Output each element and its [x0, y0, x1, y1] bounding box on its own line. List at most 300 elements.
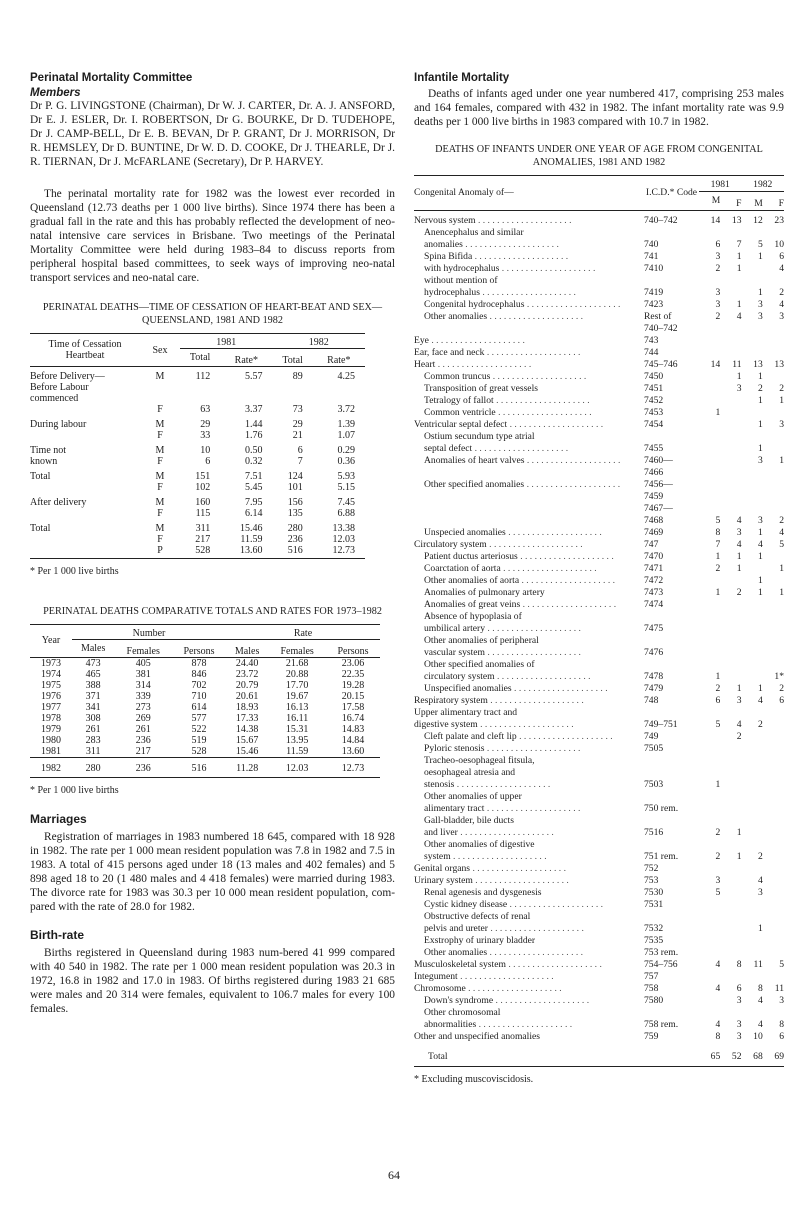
count-f2 [763, 407, 784, 419]
row-sex [140, 393, 180, 404]
count-f1 [720, 1007, 741, 1019]
count-f2 [763, 779, 784, 791]
icd-code: 7532 [644, 923, 664, 934]
table-row [414, 959, 784, 971]
row-r81: 1.44 [244, 418, 263, 430]
count-f2: 3 [779, 311, 784, 322]
ct-total-f81: 52 [731, 1051, 742, 1062]
table-row [414, 407, 784, 419]
table-row [414, 539, 784, 551]
table-row [414, 227, 784, 239]
count-m1 [699, 707, 720, 719]
anomaly-name: circulatory system . . . . . . . . . . . . . . . . . . . . [424, 671, 591, 682]
row-r82: 1.07 [337, 429, 355, 441]
anomaly-name: Gall-bladder, bile ducts [424, 815, 514, 826]
count-f2 [763, 599, 784, 611]
anomaly-name: system . . . . . . . . . . . . . . . . . . . . [424, 851, 547, 862]
icd-code [644, 791, 699, 803]
table-row [414, 647, 784, 659]
anomaly-name: Absence of hypoplasia of [424, 611, 522, 622]
table-row [414, 443, 784, 455]
row-m: 280 [72, 757, 114, 777]
count-f1: 1 [736, 263, 742, 274]
table-row [30, 430, 365, 441]
row-t82: 135 [287, 507, 303, 519]
count-m1 [699, 767, 720, 779]
count-f1 [720, 863, 741, 875]
icd-code: 748 [644, 695, 659, 706]
icd-code [644, 767, 699, 779]
icd-code: 743 [644, 335, 659, 346]
count-m1 [699, 467, 720, 479]
count-f2 [763, 839, 784, 851]
table-row [414, 467, 784, 479]
row-p: 577 [191, 712, 207, 724]
count-f2 [763, 947, 784, 959]
count-m2: 3 [757, 887, 763, 898]
anomaly-name: abnormalities . . . . . . . . . . . . . . . . . . . . [424, 1019, 573, 1030]
count-m1: 1 [715, 587, 721, 598]
count-f1 [720, 947, 741, 959]
count-f2: 2 [779, 515, 784, 526]
row-t82: 6 [297, 444, 303, 456]
icd-code [644, 1007, 699, 1019]
count-m1: 3 [715, 299, 721, 310]
count-f2: 1 [779, 395, 784, 406]
table-row [414, 419, 784, 431]
row-rf: 21.68 [285, 657, 309, 669]
count-f2: 4 [779, 299, 784, 310]
count-m2: 2 [757, 851, 763, 862]
t1-header-total: Total [180, 349, 220, 367]
t2-header-number: Number [72, 624, 226, 639]
anomaly-name: Patient ductus arteriosus . . . . . . . . . . . . . . . . . . . . [424, 551, 614, 562]
count-m1 [699, 755, 720, 767]
count-m2: 4 [757, 1019, 763, 1030]
row-sex: F [157, 533, 163, 545]
row-label [30, 404, 140, 415]
anomaly-name: Exstrophy of urinary bladder [424, 935, 536, 946]
icd-code [644, 707, 699, 719]
count-f2 [763, 491, 784, 503]
row-r82: 12.03 [332, 533, 355, 545]
count-m2: 3 [757, 311, 763, 322]
table-row [414, 527, 784, 539]
ct-header-m: M [742, 192, 763, 211]
anomaly-name: Ostium secundum type atrial [424, 431, 535, 442]
icd-code: 751 rem. [644, 851, 679, 862]
count-m2: 1 [757, 419, 763, 430]
row-sex: M [155, 444, 165, 456]
count-m2 [742, 911, 763, 923]
count-f2 [763, 827, 784, 839]
table-row [414, 299, 784, 311]
row-f: 217 [135, 745, 151, 757]
count-m1: 3 [715, 287, 721, 298]
icd-code: 7455 [644, 443, 664, 454]
count-f1: 2 [736, 587, 742, 598]
count-m1 [699, 803, 720, 815]
count-f2 [763, 635, 784, 647]
count-m2: 2 [757, 383, 763, 394]
row-f: 381 [135, 668, 151, 680]
left-column [30, 0, 395, 1016]
row-r81: 5.45 [244, 481, 263, 493]
table-row [30, 519, 365, 534]
count-f2 [763, 743, 784, 755]
icd-code: 740–742 [644, 323, 678, 334]
count-f2 [763, 623, 784, 635]
row-year: 1982 [30, 757, 72, 777]
table1-title: PERINATAL DEATHS—TIME OF CESSATION OF HEART-BEAT AND SEX—QUEENSLAND, 1981 AND 1982 [42, 302, 383, 326]
icd-code: 759 [644, 1031, 659, 1042]
row-r81: 7.95 [244, 496, 263, 508]
count-f2 [763, 575, 784, 587]
count-m2: 11 [753, 959, 763, 970]
count-m1 [699, 971, 720, 983]
anomaly-name: Obstructive defects of renal [424, 911, 531, 922]
right-column [414, 0, 784, 1087]
count-f2 [763, 863, 784, 875]
count-m2 [742, 491, 763, 503]
table-row [414, 359, 784, 371]
count-m2: 10 [753, 1031, 763, 1042]
count-m1 [699, 335, 720, 347]
count-m2 [742, 635, 763, 647]
row-r82: 6.88 [337, 507, 355, 519]
count-f1: 8 [736, 959, 742, 970]
row-rp: 19.28 [341, 679, 365, 691]
count-f2 [763, 479, 784, 491]
count-m2 [742, 623, 763, 635]
count-f1 [720, 611, 741, 623]
row-r81: 7.51 [244, 470, 263, 482]
row-t81: 102 [195, 481, 211, 493]
row-t82: 73 [292, 403, 303, 415]
row-m: 283 [85, 734, 101, 746]
row-rm: 14.38 [235, 723, 259, 735]
infantile-heading: Infantile Mortality [414, 72, 510, 84]
row-t82: 89 [292, 370, 303, 382]
table-row [414, 839, 784, 851]
row-rp: 12.73 [326, 757, 380, 777]
count-m2 [742, 611, 763, 623]
anomaly-name: Pyloric stenosis . . . . . . . . . . . . . . . . . . . . [424, 743, 581, 754]
count-m1 [699, 899, 720, 911]
icd-code: 7451 [644, 383, 664, 394]
anomaly-name: Unspecied anomalies . . . . . . . . . . . . . . . . . . . . [424, 527, 602, 538]
row-r82: 3.72 [337, 403, 355, 415]
table-row [30, 702, 380, 713]
icd-code: 740–742 [644, 215, 678, 226]
row-sex: F [157, 429, 163, 441]
count-m2 [742, 779, 763, 791]
row-year: 1973 [41, 657, 61, 669]
count-m2: 1 [757, 443, 763, 454]
row-rm: 20.79 [235, 679, 259, 691]
row-rp: 17.58 [341, 701, 365, 713]
row-sex: F [157, 507, 163, 519]
row-r81 [220, 393, 272, 404]
table-row [30, 467, 365, 482]
row-rp: 22.35 [341, 668, 365, 680]
table-row [30, 482, 365, 493]
anomaly-name: Down's syndrome . . . . . . . . . . . . . . . . . . . . [424, 995, 590, 1006]
table-row [414, 755, 784, 767]
members-text: Dr P. G. LIVINGSTONE (Chairman), Dr W. J. CARTER, Dr. A. J. ANSFORD, Dr E. J. ESLER, Dr. I. ROBERTSON, Dr G. BOURKE, Dr D. TUDEHOPE, Dr J. CAMP-BELL, Dr E. B. BEVAN, Dr P. GRANT, Dr J. MORRISON, Dr R. HEMSLEY, Dr D. BUNTINE, Dr W. D. D. COOKE, Dr J. THEARLE, Dr J. R. TIERNAN, Dr J. McFARLANE (Secretary), Dr P. HARVEY. [30, 100, 395, 168]
row-t82: 29 [292, 418, 303, 430]
table-row [414, 239, 784, 251]
table-row [414, 743, 784, 755]
t1-header-total: Total [272, 349, 312, 367]
table-row [30, 441, 365, 456]
table-row [414, 395, 784, 407]
row-rf: 16.11 [286, 712, 309, 724]
count-f2 [763, 815, 784, 827]
count-m2 [742, 767, 763, 779]
count-m2: 12 [753, 215, 763, 226]
icd-code: 757 [644, 971, 659, 982]
count-m1 [699, 635, 720, 647]
count-f1 [720, 431, 741, 443]
icd-code: 7410 [644, 263, 664, 274]
table-row [414, 251, 784, 263]
count-m2 [742, 407, 763, 419]
row-m: 261 [85, 723, 101, 735]
anomaly-name [414, 467, 644, 479]
ct-header-code: I.C.D.* Code [644, 176, 699, 211]
table-row [414, 923, 784, 935]
members-heading: Members [30, 87, 81, 99]
row-t82: 7 [297, 455, 303, 467]
count-f2: 1 [779, 587, 784, 598]
count-f1: 1 [736, 551, 742, 562]
count-f1: 1 [736, 827, 742, 838]
row-r82: 13.38 [332, 522, 355, 534]
icd-code: 7580 [644, 995, 664, 1006]
table-row [414, 815, 784, 827]
row-sex: M [155, 522, 165, 534]
icd-code: 747 [644, 539, 659, 550]
count-m1: 1 [715, 407, 721, 418]
row-rf: 19.67 [285, 690, 309, 702]
t2-header-males: Males [226, 639, 268, 657]
count-f2 [763, 899, 784, 911]
row-sex: F [157, 481, 163, 493]
count-f1 [720, 647, 741, 659]
count-f1 [720, 659, 741, 671]
count-f2: 4 [779, 527, 784, 538]
count-f2 [763, 707, 784, 719]
count-m2 [742, 791, 763, 803]
row-rp: 14.84 [341, 734, 365, 746]
count-m1 [699, 791, 720, 803]
row-r81: 6.14 [244, 507, 263, 519]
count-m1 [699, 419, 720, 431]
count-m1: 5 [715, 887, 721, 898]
row-rm: 15.67 [235, 734, 259, 746]
anomaly-name: Other anomalies . . . . . . . . . . . . . . . . . . . . [424, 947, 584, 958]
count-f1 [720, 635, 741, 647]
count-f1 [720, 767, 741, 779]
count-m2 [742, 563, 763, 575]
count-f1: 3 [736, 383, 742, 394]
row-year: 1976 [41, 690, 61, 702]
count-m2 [742, 479, 763, 491]
icd-code: 7531 [644, 899, 664, 910]
anomaly-name: Common truncus . . . . . . . . . . . . . . . . . . . . [424, 371, 587, 382]
row-p: 702 [191, 679, 207, 691]
row-r81: 15.46 [239, 522, 263, 534]
count-m1: 1 [715, 671, 721, 682]
row-t81 [180, 382, 220, 393]
cessation-table [30, 333, 365, 556]
table-row [414, 887, 784, 899]
icd-code: 7467— [644, 503, 673, 514]
count-f2 [763, 767, 784, 779]
row-rm: 23.72 [235, 668, 259, 680]
table-row [414, 383, 784, 395]
count-f1: 1 [736, 251, 742, 262]
count-f1 [720, 347, 741, 359]
count-m2: 1 [757, 527, 763, 538]
table-row [30, 493, 365, 508]
table-row [30, 545, 365, 556]
count-m2: 13 [753, 359, 763, 370]
icd-code: 7472 [644, 575, 664, 586]
count-f2 [763, 803, 784, 815]
anomaly-name: Ear, face and neck . . . . . . . . . . . . . . . . . . . . [414, 347, 581, 358]
row-label: Total [30, 470, 51, 482]
table-row [30, 757, 380, 777]
count-f2: 4 [779, 263, 784, 274]
count-f2 [763, 887, 784, 899]
table-row [30, 404, 365, 415]
count-f2: 8 [779, 1019, 784, 1030]
table-row [414, 211, 784, 228]
comparative-table-body [30, 657, 380, 777]
row-rm: 24.40 [235, 657, 259, 669]
row-p: 614 [191, 701, 207, 713]
count-m2 [742, 743, 763, 755]
count-m1 [699, 743, 720, 755]
count-f2 [763, 659, 784, 671]
count-m1 [699, 599, 720, 611]
table-row [414, 983, 784, 995]
anomaly-name: Other and unspecified anomalies [414, 1031, 541, 1042]
icd-code [644, 659, 699, 671]
icd-code: 753 [644, 875, 659, 886]
count-f1 [720, 803, 741, 815]
count-f2 [763, 851, 784, 863]
row-rp: 14.83 [341, 723, 365, 735]
row-f: 236 [135, 734, 151, 746]
table-row [414, 311, 784, 323]
row-label: Total [30, 522, 51, 534]
count-m1 [699, 839, 720, 851]
anomaly-name: Genital organs . . . . . . . . . . . . . . . . . . . . [414, 863, 566, 874]
row-rm: 17.33 [235, 712, 259, 724]
count-m2: 1 [757, 587, 763, 598]
row-rf: 11.59 [286, 745, 309, 757]
table-row [414, 935, 784, 947]
table-row [30, 456, 365, 467]
page-number: 64 [388, 1168, 400, 1182]
icd-code: 750 rem. [644, 803, 679, 814]
table-row [414, 947, 784, 959]
count-f2: 3 [779, 419, 784, 430]
count-f2 [763, 275, 784, 287]
row-t81: 160 [195, 496, 211, 508]
row-m: 311 [85, 745, 101, 757]
table-row [30, 534, 365, 545]
table-row [414, 863, 784, 875]
count-m2: 2 [757, 719, 763, 730]
table-row [414, 791, 784, 803]
table-row [414, 587, 784, 599]
count-m1: 4 [715, 959, 721, 970]
row-r82: 12.73 [332, 544, 355, 556]
row-rf: 15.31 [285, 723, 309, 735]
row-f: 405 [135, 657, 151, 669]
row-p: 519 [191, 734, 207, 746]
count-m2: 1 [757, 575, 763, 586]
row-p: 528 [191, 745, 207, 757]
icd-code [644, 611, 699, 623]
icd-code: 745–746 [644, 359, 678, 370]
row-rf: 17.70 [285, 679, 309, 691]
count-m2 [742, 263, 763, 275]
ct-total-label: Total [428, 1051, 448, 1062]
row-sex: M [155, 470, 165, 482]
count-m2 [742, 755, 763, 767]
row-label [30, 508, 140, 519]
row-f: 314 [135, 679, 151, 691]
row-t81: 10 [200, 444, 211, 456]
count-f1 [720, 707, 741, 719]
count-m1 [699, 323, 720, 335]
t2-header-females: Females [114, 639, 172, 657]
row-t82: 101 [287, 481, 303, 493]
row-r82 [313, 393, 365, 404]
count-m1 [699, 395, 720, 407]
ct-header-1982: 1982 [742, 176, 785, 192]
count-f1 [720, 971, 741, 983]
anomaly-name: Common ventricle . . . . . . . . . . . . . . . . . . . . [424, 407, 592, 418]
count-f1: 1 [736, 563, 742, 574]
count-m2 [742, 503, 763, 515]
table-row [414, 575, 784, 587]
t2-header-females: Females [268, 639, 326, 657]
count-f2: 2 [779, 383, 784, 394]
count-f1 [720, 923, 741, 935]
count-f1 [720, 875, 741, 887]
count-m2 [742, 899, 763, 911]
t1-header-rate: Rate* [220, 349, 272, 367]
table-row [414, 455, 784, 467]
t2-header-persons: Persons [326, 639, 380, 657]
count-m1: 2 [715, 851, 721, 862]
count-f1 [720, 755, 741, 767]
count-m1 [699, 227, 720, 239]
anomaly-name: Upper alimentary tract and [414, 707, 518, 718]
anomaly-name: hydrocephalus . . . . . . . . . . . . . . . . . . . . [424, 287, 576, 298]
count-f2: 1* [774, 671, 784, 682]
count-m1 [699, 731, 720, 743]
count-m2 [742, 731, 763, 743]
ct-total-f82: 69 [774, 1051, 784, 1062]
anomaly-name: Congenital hydrocephalus . . . . . . . . . . . . . . . . . . . . [424, 299, 621, 310]
